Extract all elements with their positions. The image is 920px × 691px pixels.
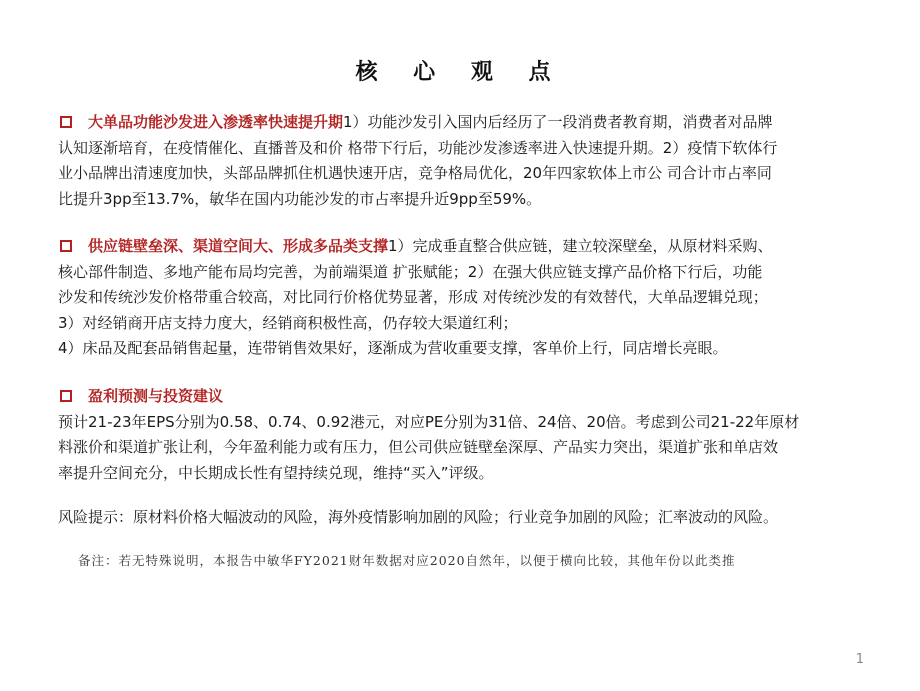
section-supply-chain [58,234,868,362]
footnote: 备注：若无特殊说明，本报告中敏华FY2021财年数据对应2020自然年，以便于横向比较，其他年份以此类推 [78,553,736,568]
section-first-line [58,384,868,410]
page-title: 核 心 观 点 [355,60,565,85]
page-number: 1 [855,652,864,667]
section-text: 3）对经销商开店支持力度大，经销商积极性高，仍存较大渠道红利； [58,313,518,332]
section-heading: 供应链壁垒深、渠道空间大、形成多品类支撑 [88,237,389,255]
section-heading: 盈利预测与投资建议 [88,387,224,405]
risk-warning [58,505,868,531]
square-bullet-icon [60,240,72,252]
section-text: 1）完成垂直整合供应链，建立较深壁垒，从原材料采购、 [388,237,773,255]
section-text: 认知逐渐培育，在疫情催化、直播普及和价 格带下行后，功能沙发渗透率进入快速提升期。2）疫情下软体行 [58,138,778,157]
section-text: 率提升空间充分，中长期成长性有望持续兑现，维持“买入”评级。 [58,463,494,482]
section-text: 业小品牌出清速度加快，头部品牌抓住机遇快速开店，竞争格局优化，20年四家软体上市公 司合计市占率同 [58,164,772,182]
section-text: 比提升3pp至13.7%，敏华在国内功能沙发的市占率提升近9pp至59%。 [58,189,542,208]
section-text: 预计21-23年EPS分别为0.58、0.74、0.92港元，对应PE分别为31倍、24倍、20倍。考虑到公司21-22年原材 [58,412,800,431]
section-text: 核心部件制造、多地产能布局均完善，为前端渠道 扩张赋能；2）在强大供应链支撑产品价格下行后，功能 [58,262,763,281]
square-bullet-icon [60,116,72,128]
section-text: 沙发和传统沙发价格带重合较高，对比同行价格优势显著，形成 对传统沙发的有效替代，大单品逻辑兑现； [58,288,768,306]
section-single-product [58,110,868,212]
section-text: 料涨价和渠道扩张让利，今年盈利能力或有压力，但公司供应链壁垒深厚、产品实力突出，渠道扩张和单店效 [58,438,779,456]
square-bullet-icon [60,390,72,402]
section-first-line [58,110,868,136]
section-heading: 大单品功能沙发进入渗透率快速提升期 [88,113,344,131]
section-first-line [58,234,868,260]
section-text: 1）功能沙发引入国内后经历了一段消费者教育期，消费者对品牌 [343,113,773,131]
section-forecast [58,384,868,486]
risk-text: 风险提示：原材料价格大幅波动的风险，海外疫情影响加剧的风险；行业竞争加剧的风险；汇率波动的风险。 [58,508,779,526]
section-text: 4）床品及配套品销售起量，连带销售效果好，逐渐成为营收重要支撑，客单价上行，同店增长亮眼。 [58,339,728,357]
